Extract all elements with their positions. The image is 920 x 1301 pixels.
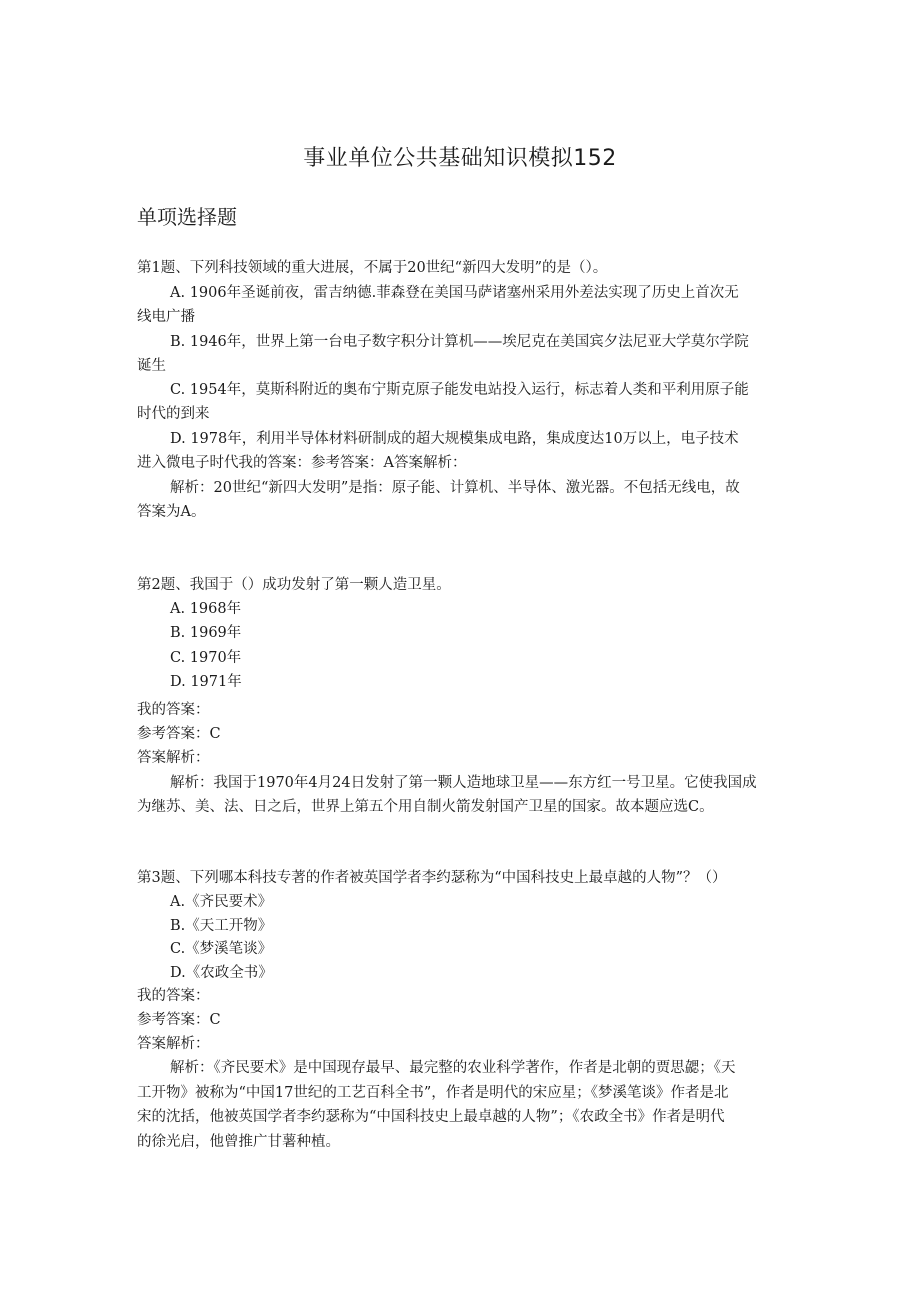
question-3-analysis-cont-2: 宋的沈括，他被英国学者李约瑟称为“中国科技史上最卓越的人物”；《农政全书》作者是明代	[137, 1109, 725, 1125]
question-3-analysis-cont-1: 工开物》被称为“中国17世纪的工艺百科全书”，作者是明代的宋应星；《梦溪笔谈》作者是北	[137, 1085, 729, 1101]
question-1-stem: 第1题、下列科技领域的重大进展，不属于20世纪“新四大发明”的是（）。	[137, 260, 608, 276]
question-1-option-c-cont: 时代的到来	[137, 406, 210, 422]
question-3-analysis-label: 答案解析：	[137, 1036, 210, 1052]
question-2-option-b: B. 1969年	[170, 625, 242, 641]
question-3-option-b: B.《天工开物》	[170, 918, 273, 934]
question-1-option-c: C. 1954年，莫斯科附近的奥布宁斯克原子能发电站投入运行，标志着人类和平利用原子能	[170, 382, 749, 398]
question-1-option-d-cont: 进入微电子时代我的答案：参考答案：A答案解析：	[137, 455, 467, 471]
question-1-analysis: 解析：20世纪“新四大发明”是指：原子能、计算机、半导体、激光器。不包括无线电，故	[170, 480, 740, 496]
question-1-option-d: D. 1978年，利用半导体材料研制成的超大规模集成电路，集成度达10万以上，电子技术	[170, 431, 739, 447]
question-2-reference-answer: 参考答案：C	[137, 726, 221, 742]
question-1-option-b-cont: 诞生	[137, 358, 166, 374]
question-1-option-a-cont: 线电广播	[137, 309, 195, 325]
section-heading: 单项选择题	[137, 205, 237, 229]
question-2-stem: 第2题、我国于（）成功发射了第一颗人造卫星。	[137, 577, 451, 593]
question-2-analysis-cont: 为继苏、美、法、日之后，世界上第五个用自制火箭发射国产卫星的国家。故本题应选C。	[137, 799, 714, 815]
question-1-option-a: A. 1906年圣诞前夜，雷吉纳德.菲森登在美国马萨诸塞州采用外差法实现了历史上首次无	[170, 285, 739, 301]
question-3-stem: 第3题、下列哪本科技专著的作者被英国学者李约瑟称为“中国科技史上最卓越的人物”？（）	[137, 870, 727, 886]
question-2-option-d: D. 1971年	[170, 674, 242, 690]
question-1-analysis-cont: 答案为A。	[137, 504, 206, 520]
question-3-my-answer: 我的答案：	[137, 988, 210, 1004]
question-2-option-a: A. 1968年	[170, 601, 242, 617]
question-2-analysis: 解析：我国于1970年4月24日发射了第一颗人造地球卫星——东方红一号卫星。它使我国成	[170, 775, 757, 791]
page-title: 事业单位公共基础知识模拟152	[303, 146, 617, 171]
question-3-option-a: A.《齐民要术》	[170, 894, 273, 910]
question-1-option-b: B. 1946年，世界上第一台电子数字积分计算机——埃尼克在美国宾夕法尼亚大学莫尔学院	[170, 334, 749, 350]
question-2-analysis-label: 答案解析：	[137, 750, 210, 766]
question-3-reference-answer: 参考答案：C	[137, 1012, 221, 1028]
question-2-my-answer: 我的答案：	[137, 702, 210, 718]
question-2-option-c: C. 1970年	[170, 650, 242, 666]
question-3-option-d: D.《农政全书》	[170, 965, 273, 981]
question-3-analysis-cont-3: 的徐光启，他曾推广甘薯种植。	[137, 1134, 340, 1150]
question-3-option-c: C.《梦溪笔谈》	[170, 941, 273, 957]
question-3-analysis: 解析：《齐民要术》是中国现存最早、最完整的农业科学著作，作者是北朝的贾思勰；《天	[170, 1060, 736, 1076]
